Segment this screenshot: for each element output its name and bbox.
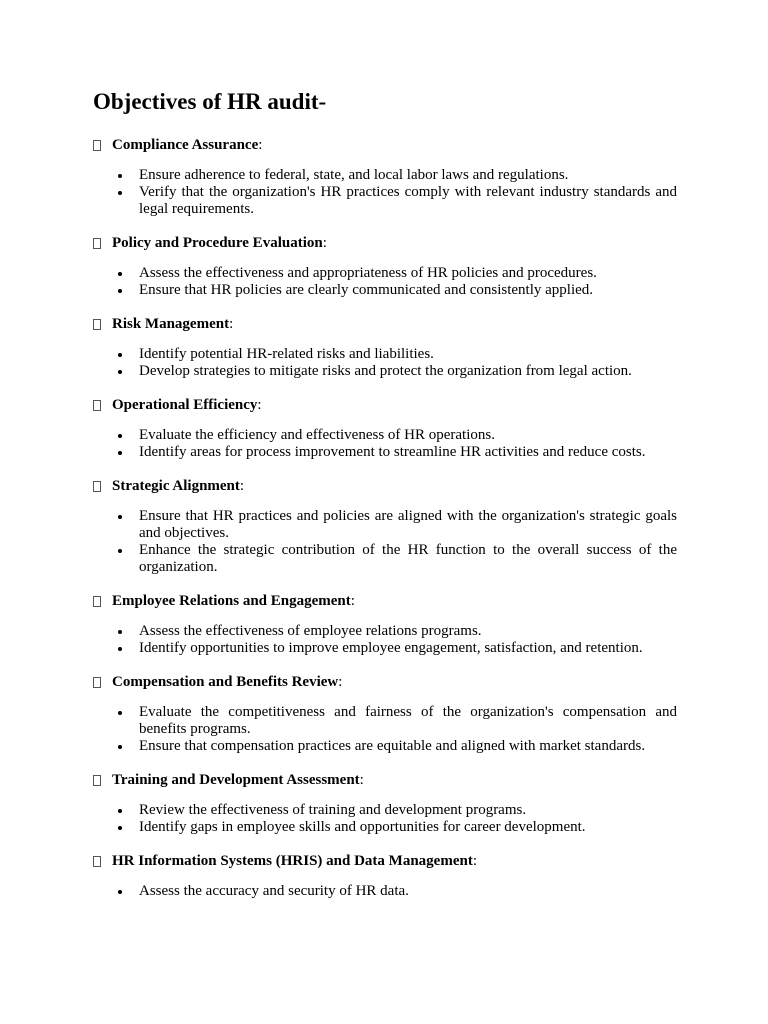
bullet-list [93, 623, 677, 657]
heading-colon: : [322, 235, 327, 251]
section-heading [93, 477, 677, 495]
list-item-text: Ensure that HR practices and policies are aligned with the organization's strategic goals and objectives. [139, 508, 677, 541]
document-page [93, 88, 677, 916]
bullet-dot-icon [118, 647, 122, 651]
list-item [139, 167, 677, 184]
section-heading-text: Compliance Assurance [112, 137, 259, 153]
section-heading-text: Employee Relations and Engagement [112, 593, 351, 609]
section-heading-text: Compensation and Benefits Review [112, 674, 339, 690]
heading-colon: : [338, 674, 343, 690]
bullet-dot-icon [118, 370, 122, 374]
bullet-dot-icon [118, 272, 122, 276]
section-heading-text: Training and Development Assessment [112, 772, 360, 788]
section-heading-text: HR Information Systems (HRIS) and Data Management [112, 853, 473, 869]
list-item-text: Enhance the strategic contribution of the HR function to the overall success of the organization. [139, 542, 677, 575]
heading-colon: : [257, 397, 262, 413]
bullet-list [93, 704, 677, 755]
heading-colon: : [350, 593, 355, 609]
list-item-text: Identify opportunities to improve employee engagement, satisfaction, and retention. [139, 640, 643, 656]
section-heading-text: Risk Management [112, 316, 230, 332]
list-item-text: Assess the effectiveness and appropriateness of HR policies and procedures. [139, 265, 597, 281]
section-heading [93, 315, 677, 333]
list-item [139, 802, 677, 819]
section-heading [93, 852, 677, 870]
bullet-dot-icon [118, 174, 122, 178]
bullet-dot-icon [118, 826, 122, 830]
heading-colon: : [239, 478, 245, 494]
bullet-dot-icon [118, 515, 122, 519]
section [93, 771, 677, 836]
checkbox-marker-icon [93, 400, 101, 411]
bullet-dot-icon [118, 890, 122, 894]
section [93, 592, 677, 657]
section [93, 396, 677, 461]
checkbox-marker-icon [93, 140, 101, 151]
bullet-list [93, 802, 677, 836]
list-item-text: Develop strategies to mitigate risks and protect the organization from legal action. [139, 363, 632, 379]
bullet-dot-icon [118, 745, 122, 749]
heading-colon: : [472, 853, 477, 869]
checkbox-marker-icon [93, 481, 101, 492]
checkbox-marker-icon [93, 238, 101, 249]
list-item [139, 265, 677, 282]
list-item [139, 184, 677, 218]
bullet-dot-icon [118, 809, 122, 813]
list-item [139, 623, 677, 640]
bullet-dot-icon [118, 353, 122, 357]
section-heading [93, 136, 677, 154]
list-item [139, 640, 677, 657]
bullet-dot-icon [118, 434, 122, 438]
list-item-text: Ensure that HR policies are clearly communicated and consistently applied. [139, 282, 594, 298]
list-item-text: Evaluate the competitiveness and fairness of the organization's compensation and benefits programs. [139, 704, 677, 737]
list-item [139, 427, 677, 444]
list-item-text: Verify that the organization's HR practices comply with relevant industry standards and legal requirements. [139, 184, 677, 217]
heading-colon: : [258, 137, 263, 153]
section-heading-text: Policy and Procedure Evaluation [112, 235, 323, 251]
bullet-list [93, 883, 677, 900]
bullet-list [93, 508, 677, 576]
list-item-text: Ensure that compensation practices are equitable and aligned with market standards. [139, 738, 646, 754]
section [93, 315, 677, 380]
section [93, 136, 677, 218]
section [93, 234, 677, 299]
bullet-dot-icon [118, 191, 122, 195]
bullet-dot-icon [118, 451, 122, 455]
list-item [139, 346, 677, 363]
list-item [139, 444, 677, 461]
checkbox-marker-icon [93, 775, 101, 786]
list-item-text: Ensure adherence to federal, state, and local labor laws and regulations. [139, 167, 569, 183]
section [93, 477, 677, 576]
list-item-text: Assess the effectiveness of employee relations programs. [139, 623, 482, 639]
bullet-dot-icon [118, 630, 122, 634]
checkbox-marker-icon [93, 319, 101, 330]
heading-colon: : [229, 316, 234, 332]
list-item-text: Assess the accuracy and security of HR data. [139, 883, 409, 899]
section [93, 852, 677, 900]
section-heading [93, 673, 677, 691]
list-item [139, 508, 677, 542]
bullet-dot-icon [118, 549, 122, 553]
bullet-list [93, 167, 677, 218]
section-heading [93, 592, 677, 610]
list-item-text: Identify gaps in employee skills and opportunities for career development. [139, 819, 586, 835]
list-item-text: Identify potential HR-related risks and liabilities. [139, 346, 434, 362]
section [93, 673, 677, 755]
section-heading-text: Strategic Alignment [112, 478, 240, 494]
bullet-list [93, 427, 677, 461]
list-item [139, 704, 677, 738]
list-item [139, 363, 677, 380]
list-item [139, 819, 677, 836]
list-item-text: Evaluate the efficiency and effectiveness of HR operations. [139, 427, 495, 443]
list-item [139, 738, 677, 755]
list-item-text: Review the effectiveness of training and development programs. [139, 802, 527, 818]
document-title: Objectives of HR audit- [93, 89, 327, 114]
checkbox-marker-icon [93, 856, 101, 867]
heading-colon: : [359, 772, 364, 788]
list-item [139, 542, 677, 576]
section-heading [93, 396, 677, 414]
bullet-dot-icon [118, 289, 122, 293]
checkbox-marker-icon [93, 596, 101, 607]
list-item [139, 883, 677, 900]
bullet-list [93, 346, 677, 380]
bullet-dot-icon [118, 711, 122, 715]
list-item [139, 282, 677, 299]
bullet-list [93, 265, 677, 299]
section-heading [93, 234, 677, 252]
list-item-text: Identify areas for process improvement to streamline HR activities and reduce costs. [139, 444, 646, 460]
checkbox-marker-icon [93, 677, 101, 688]
section-heading-text: Operational Efficiency [112, 397, 258, 413]
section-heading [93, 771, 677, 789]
